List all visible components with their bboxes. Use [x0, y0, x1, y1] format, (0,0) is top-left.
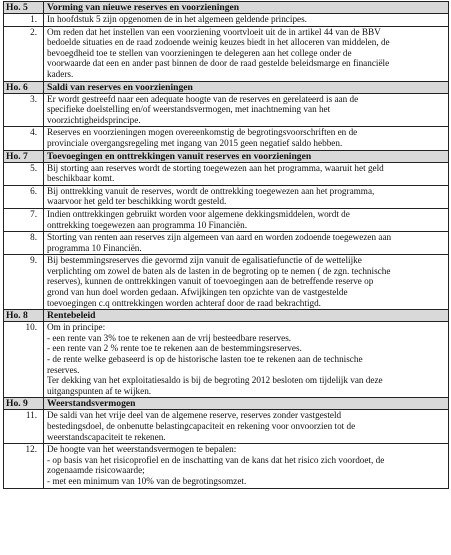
- item-text-line: provinciale overgangsregeling met ingang van 2015 geen negatief saldo hebben.: [47, 137, 343, 148]
- item-text-line: - op basis van het risicoprofiel en de inschatting van de kans dat het risico zich voordoet, de: [47, 454, 385, 465]
- section-header-row: [4, 398, 449, 410]
- item-row: [4, 185, 449, 208]
- item-text-line: - de rente welke gebaseerd is op de historische lasten toe te rekenen aan de technische: [47, 354, 363, 365]
- item-text: [44, 93, 449, 127]
- item-text-line: De saldi van het vrije deel van de algemene reserve, reserves zonder vastgesteld: [47, 410, 342, 421]
- item-text: [44, 208, 449, 231]
- item-text: [44, 322, 449, 398]
- policy-table-body: [4, 2, 449, 489]
- item-text-line: specifieke doelstelling en/of weerstandsvermogen, met inachtneming van het: [47, 104, 331, 115]
- item-text-line: bestedingsdoel, de onbenutte belastingcapaciteit en rekening voor onvoorzien tot de: [47, 421, 356, 431]
- item-text-line: bevoegdheid toe te stellen van voorzieningen te delegeren aan het college onder de: [47, 47, 352, 58]
- policy-table: [3, 1, 449, 489]
- item-text-line: In hoofdstuk 5 zijn opgenomen de in het algemeen geldende principes.: [47, 14, 307, 24]
- item-row: [4, 322, 449, 398]
- item-text-line: - een rente van 3% toe te rekenen aan de vrij besteedbare reserves.: [47, 332, 292, 343]
- section-label: Ho. 8: [4, 310, 44, 322]
- item-number: 6.: [4, 185, 44, 208]
- item-text-line: waarvoor het geld ter beschikking wordt gesteld.: [47, 196, 227, 207]
- item-row: [4, 14, 449, 27]
- item-text-line: reserves.: [47, 364, 80, 375]
- section-label: Ho. 6: [4, 81, 44, 93]
- item-number: 5.: [4, 162, 44, 185]
- item-text-line: - een rente van 2 % rente toe te rekenen aan de bestemmingsreserves.: [47, 343, 302, 354]
- item-text-line: De hoogte van het weerstandsvermogen te bepalen:: [47, 444, 237, 455]
- item-text-line: grond van hun doel worden gedaan. Afwijkingen ten opzichte van de vastgestelde: [47, 287, 348, 298]
- item-text-line: Storting van renten aan reserves zijn algemeen van aard en worden zodoende toegewezen aan: [47, 232, 392, 243]
- section-title: Saldi van reserves en voorzieningen: [44, 81, 449, 93]
- item-text-line: voorzichtigheidsprincipe.: [47, 114, 141, 125]
- item-text: [44, 185, 449, 208]
- item-text: [44, 26, 449, 81]
- section-header-row: [4, 310, 449, 322]
- section-label: Ho. 9: [4, 398, 44, 410]
- section-title: Rentebeleid: [44, 310, 449, 322]
- item-text-line: toevoegingen c.q onttrekkingen worden achteraf door de raad bekrachtigd.: [47, 297, 321, 308]
- section-label: Ho. 7: [4, 150, 44, 162]
- item-number: 4.: [4, 127, 44, 150]
- item-row: [4, 255, 449, 310]
- item-row: [4, 444, 449, 488]
- policy-document: [3, 1, 448, 489]
- item-text-line: - met een minimum van 10% van de begrotingsomzet.: [47, 475, 247, 486]
- item-number: 11.: [4, 410, 44, 444]
- item-number: 1.: [4, 14, 44, 27]
- section-label: Ho. 5: [4, 2, 44, 14]
- item-text-line: Om reden dat het instellen van een voorziening voortvloeit uit de in artikel 44 van de BBV: [47, 26, 381, 37]
- item-text-line: weerstandscapaciteit te rekenen.: [47, 431, 166, 442]
- item-row: [4, 26, 449, 81]
- item-text-line: bedoelde situaties en de raad zodoende weinig keuzes biedt in het alloceren van middelen, de: [47, 37, 390, 48]
- item-text-line: zogenaamde risicowaarde;: [47, 465, 145, 476]
- item-number: 9.: [4, 255, 44, 310]
- item-row: [4, 208, 449, 231]
- item-text: [44, 14, 449, 27]
- item-text-line: Ter dekking van het exploitatiesaldo is bij de begroting 2012 besloten om tijdelijk van deze: [47, 375, 383, 386]
- item-row: [4, 232, 449, 255]
- item-row: [4, 162, 449, 185]
- item-text-line: onttrekking toegewezen aan programma 10 Financiën.: [47, 219, 248, 230]
- item-number: 7.: [4, 208, 44, 231]
- item-text-line: Er wordt gestreefd naar een adequate hoogte van de reserves en gerelateerd is aan de: [47, 93, 359, 104]
- item-row: [4, 93, 449, 127]
- item-number: 10.: [4, 322, 44, 398]
- item-text-line: Bij onttrekking vanuit de reserves, wordt de onttrekking toegewezen aan het programma,: [47, 185, 375, 196]
- item-text: [44, 444, 449, 488]
- section-header-row: [4, 150, 449, 162]
- item-text-line: verplichting om zowel de baten als de lasten in de begroting op te nemen ( de zgn. technische: [47, 265, 391, 276]
- item-text-line: Bij storting aan reserves wordt de storting toegewezen aan het programma, waaruit het geld: [47, 162, 384, 173]
- section-title: Toevoegingen en onttrekkingen vanuit reserves en voorzieningen: [44, 150, 449, 162]
- item-number: 12.: [4, 444, 44, 488]
- section-header-row: [4, 81, 449, 93]
- item-number: 8.: [4, 232, 44, 255]
- item-text-line: reserves), kunnen de onttrekkingen vanuit of toevoegingen aan de betreffende reserve op: [47, 276, 374, 287]
- item-text-line: kaders.: [47, 68, 74, 79]
- item-text-line: Indien onttrekkingen gebruikt worden voor algemene dekkingsmiddelen, wordt de: [47, 208, 350, 219]
- item-text: [44, 232, 449, 255]
- item-text-line: beschikbaar komt.: [47, 173, 115, 184]
- section-title: Vorming van nieuwe reserves en voorzieningen: [44, 2, 449, 14]
- item-number: 2.: [4, 26, 44, 81]
- section-title: Weerstandsvermogen: [44, 398, 449, 410]
- item-number: 3.: [4, 93, 44, 127]
- item-text: [44, 255, 449, 310]
- item-text-line: programma 10 Financiën.: [47, 242, 142, 253]
- item-row: [4, 410, 449, 444]
- item-text-line: Bij bestemmingsreserves die gevormd zijn vanuit de egalisatiefunctie of de wettelijke: [47, 255, 362, 266]
- item-text: [44, 410, 449, 444]
- item-text-line: uitgangspunten af te wijken.: [47, 385, 152, 396]
- item-text-line: voorwaarde dat een en ander past binnen de door de raad gestelde beleidsmarge en financiële: [47, 58, 390, 69]
- section-header-row: [4, 2, 449, 14]
- item-text-line: Om in principe:: [47, 322, 106, 333]
- item-row: [4, 127, 449, 150]
- item-text: [44, 127, 449, 150]
- item-text-line: Reserves en voorzieningen mogen overeenkomstig de begrotingsvoorschriften en de: [47, 127, 358, 138]
- item-text: [44, 162, 449, 185]
